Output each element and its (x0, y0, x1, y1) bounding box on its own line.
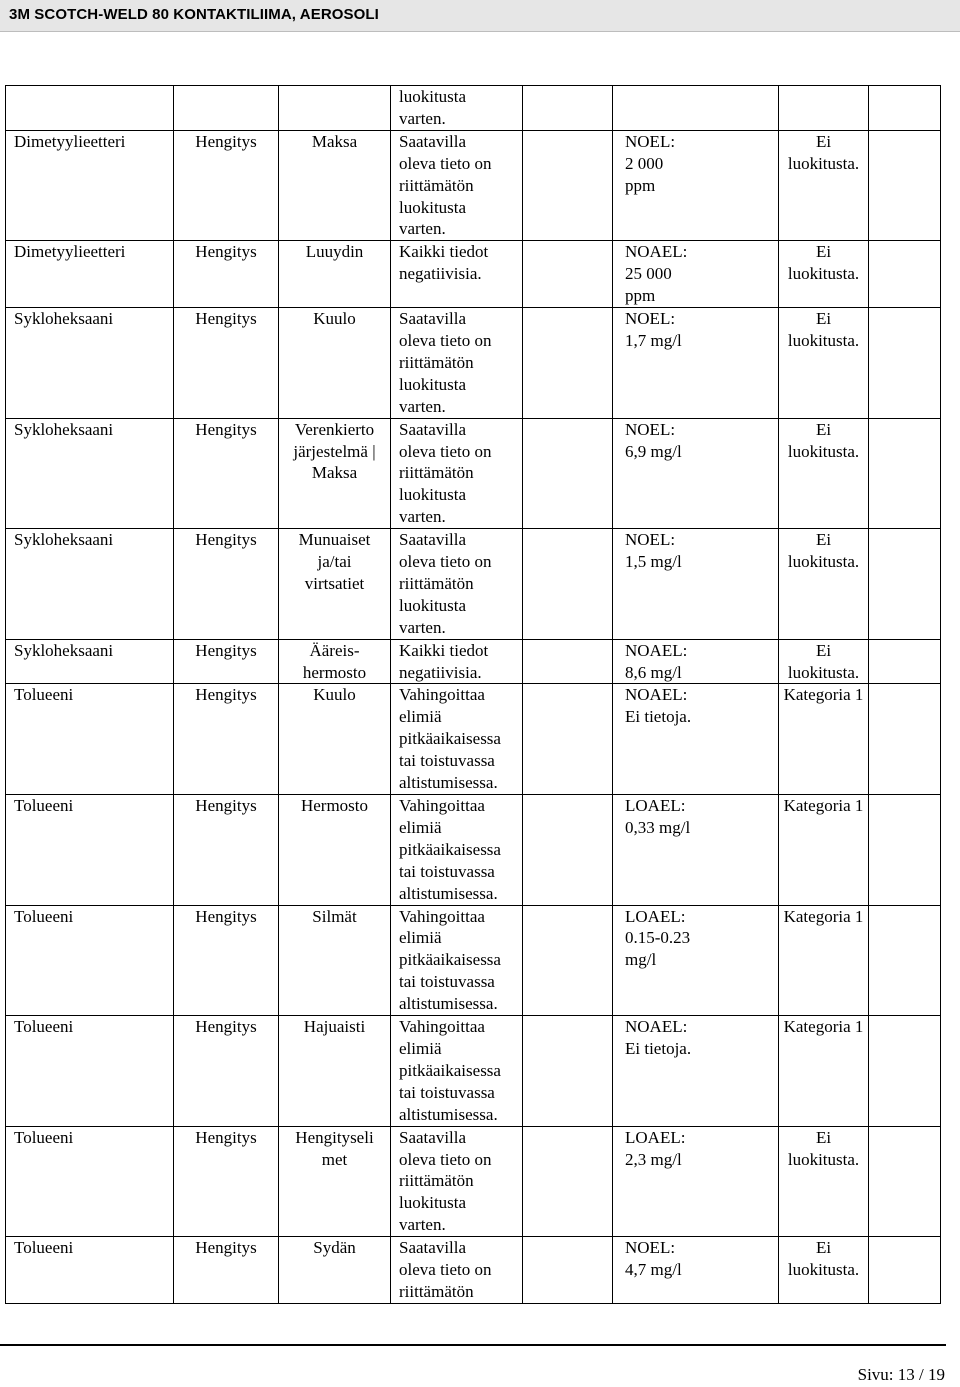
spacer-cell (523, 1237, 613, 1304)
dose-value-cell: NOAEL: 25 000 ppm (613, 241, 779, 308)
classification-cell: Ei luokitusta. (779, 639, 869, 684)
dose-value-cell: LOAEL: 0.15-0.23 mg/l (613, 905, 779, 1016)
dose-value-cell: NOAEL: Ei tietoja. (613, 1016, 779, 1127)
table-row (6, 308, 941, 419)
result-cell: Saatavilla oleva tieto on riittämätön luokitusta varten. (391, 1126, 523, 1237)
spacer-cell (523, 241, 613, 308)
spacer-cell (869, 795, 941, 906)
route-cell: Hengitys (174, 529, 279, 640)
route-cell: Hengitys (174, 241, 279, 308)
result-cell: Saatavilla oleva tieto on riittämätön luokitusta varten. (391, 308, 523, 419)
result-cell: Kaikki tiedot negatiivisia. (391, 639, 523, 684)
classification-cell: Ei luokitusta. (779, 241, 869, 308)
substance-cell (6, 86, 174, 131)
classification-cell: Kategoria 1 (779, 905, 869, 1016)
substance-cell: Tolueeni (6, 1126, 174, 1237)
target-organ-cell: Munuaiset ja/tai virtsatiet (279, 529, 391, 640)
table-row (6, 1016, 941, 1127)
substance-cell: Dimetyylieetteri (6, 241, 174, 308)
footer-divider (0, 1344, 946, 1346)
spacer-cell (869, 905, 941, 1016)
spacer-cell (523, 1016, 613, 1127)
classification-cell: Ei luokitusta. (779, 529, 869, 640)
target-organ-cell: Maksa (279, 130, 391, 241)
target-organ-cell: Hermosto (279, 795, 391, 906)
table-row (6, 1237, 941, 1304)
target-organ-cell: Hengityseli met (279, 1126, 391, 1237)
classification-cell (779, 86, 869, 131)
target-organ-cell: Luuydin (279, 241, 391, 308)
spacer-cell (869, 1016, 941, 1127)
table-body (6, 86, 941, 1304)
spacer-cell (869, 529, 941, 640)
spacer-cell (869, 1237, 941, 1304)
table-row (6, 795, 941, 906)
result-cell: Saatavilla oleva tieto on riittämätön luokitusta varten. (391, 130, 523, 241)
table-row (6, 418, 941, 529)
classification-cell: Ei luokitusta. (779, 130, 869, 241)
classification-cell: Ei luokitusta. (779, 1126, 869, 1237)
route-cell: Hengitys (174, 418, 279, 529)
spacer-cell (869, 418, 941, 529)
result-cell: Vahingoittaa elimiä pitkäaikaisessa tai toistuvassa altistumisessa. (391, 905, 523, 1016)
result-cell: Saatavilla oleva tieto on riittämätön (391, 1237, 523, 1304)
table-row (6, 639, 941, 684)
table-row (6, 1126, 941, 1237)
spacer-cell (869, 308, 941, 419)
result-cell: Vahingoittaa elimiä pitkäaikaisessa tai toistuvassa altistumisessa. (391, 795, 523, 906)
dose-value-cell: NOEL: 2 000 ppm (613, 130, 779, 241)
route-cell: Hengitys (174, 639, 279, 684)
spacer-cell (523, 529, 613, 640)
route-cell: Hengitys (174, 1237, 279, 1304)
spacer-cell (523, 639, 613, 684)
route-cell (174, 86, 279, 131)
spacer-cell (869, 639, 941, 684)
result-cell: Vahingoittaa elimiä pitkäaikaisessa tai toistuvassa altistumisessa. (391, 684, 523, 795)
classification-cell: Ei luokitusta. (779, 1237, 869, 1304)
result-cell: Kaikki tiedot negatiivisia. (391, 241, 523, 308)
spacer-cell (523, 795, 613, 906)
result-cell: luokitusta varten. (391, 86, 523, 131)
spacer-cell (869, 684, 941, 795)
dose-value-cell: LOAEL: 0,33 mg/l (613, 795, 779, 906)
dose-value-cell: NOEL: 6,9 mg/l (613, 418, 779, 529)
target-organ-cell: Sydän (279, 1237, 391, 1304)
substance-cell: Sykloheksaani (6, 418, 174, 529)
target-organ-cell: Silmät (279, 905, 391, 1016)
target-organ-cell: Kuulo (279, 684, 391, 795)
route-cell: Hengitys (174, 684, 279, 795)
result-cell: Saatavilla oleva tieto on riittämätön luokitusta varten. (391, 418, 523, 529)
target-organ-cell: Kuulo (279, 308, 391, 419)
substance-cell: Tolueeni (6, 795, 174, 906)
target-organ-cell: Verenkierto järjestelmä | Maksa (279, 418, 391, 529)
spacer-cell (523, 418, 613, 529)
dose-value-cell: LOAEL: 2,3 mg/l (613, 1126, 779, 1237)
substance-cell: Sykloheksaani (6, 308, 174, 419)
spacer-cell (869, 86, 941, 131)
classification-cell: Kategoria 1 (779, 795, 869, 906)
classification-cell: Kategoria 1 (779, 1016, 869, 1127)
route-cell: Hengitys (174, 308, 279, 419)
stot-repeated-exposure-table (5, 85, 941, 1304)
target-organ-cell: Ääreis- hermosto (279, 639, 391, 684)
dose-value-cell: NOAEL: 8,6 mg/l (613, 639, 779, 684)
table-row (6, 905, 941, 1016)
table-row (6, 130, 941, 241)
classification-cell: Ei luokitusta. (779, 418, 869, 529)
dose-value-cell: NOEL: 1,7 mg/l (613, 308, 779, 419)
spacer-cell (523, 86, 613, 131)
substance-cell: Dimetyylieetteri (6, 130, 174, 241)
spacer-cell (869, 241, 941, 308)
table-row (6, 86, 941, 131)
route-cell: Hengitys (174, 795, 279, 906)
substance-cell: Sykloheksaani (6, 639, 174, 684)
table-row (6, 529, 941, 640)
substance-cell: Tolueeni (6, 905, 174, 1016)
route-cell: Hengitys (174, 130, 279, 241)
table-row (6, 241, 941, 308)
substance-cell: Sykloheksaani (6, 529, 174, 640)
route-cell: Hengitys (174, 1126, 279, 1237)
spacer-cell (523, 684, 613, 795)
dose-value-cell: NOAEL: Ei tietoja. (613, 684, 779, 795)
route-cell: Hengitys (174, 905, 279, 1016)
spacer-cell (523, 130, 613, 241)
target-organ-cell (279, 86, 391, 131)
dose-value-cell: NOEL: 4,7 mg/l (613, 1237, 779, 1304)
spacer-cell (869, 1126, 941, 1237)
classification-cell: Kategoria 1 (779, 684, 869, 795)
classification-cell: Ei luokitusta. (779, 308, 869, 419)
target-organ-cell: Hajuaisti (279, 1016, 391, 1127)
substance-cell: Tolueeni (6, 1237, 174, 1304)
result-cell: Vahingoittaa elimiä pitkäaikaisessa tai toistuvassa altistumisessa. (391, 1016, 523, 1127)
table-row (6, 684, 941, 795)
route-cell: Hengitys (174, 1016, 279, 1127)
spacer-cell (869, 130, 941, 241)
result-cell: Saatavilla oleva tieto on riittämätön luokitusta varten. (391, 529, 523, 640)
substance-cell: Tolueeni (6, 1016, 174, 1127)
dose-value-cell (613, 86, 779, 131)
spacer-cell (523, 1126, 613, 1237)
document-header (0, 0, 960, 32)
document-title: 3M SCOTCH-WELD 80 KONTAKTILIIMA, AEROSOLI (9, 6, 379, 23)
spacer-cell (523, 905, 613, 1016)
substance-cell: Tolueeni (6, 684, 174, 795)
dose-value-cell: NOEL: 1,5 mg/l (613, 529, 779, 640)
spacer-cell (523, 308, 613, 419)
page-number: Sivu: 13 / 19 (857, 1365, 945, 1384)
